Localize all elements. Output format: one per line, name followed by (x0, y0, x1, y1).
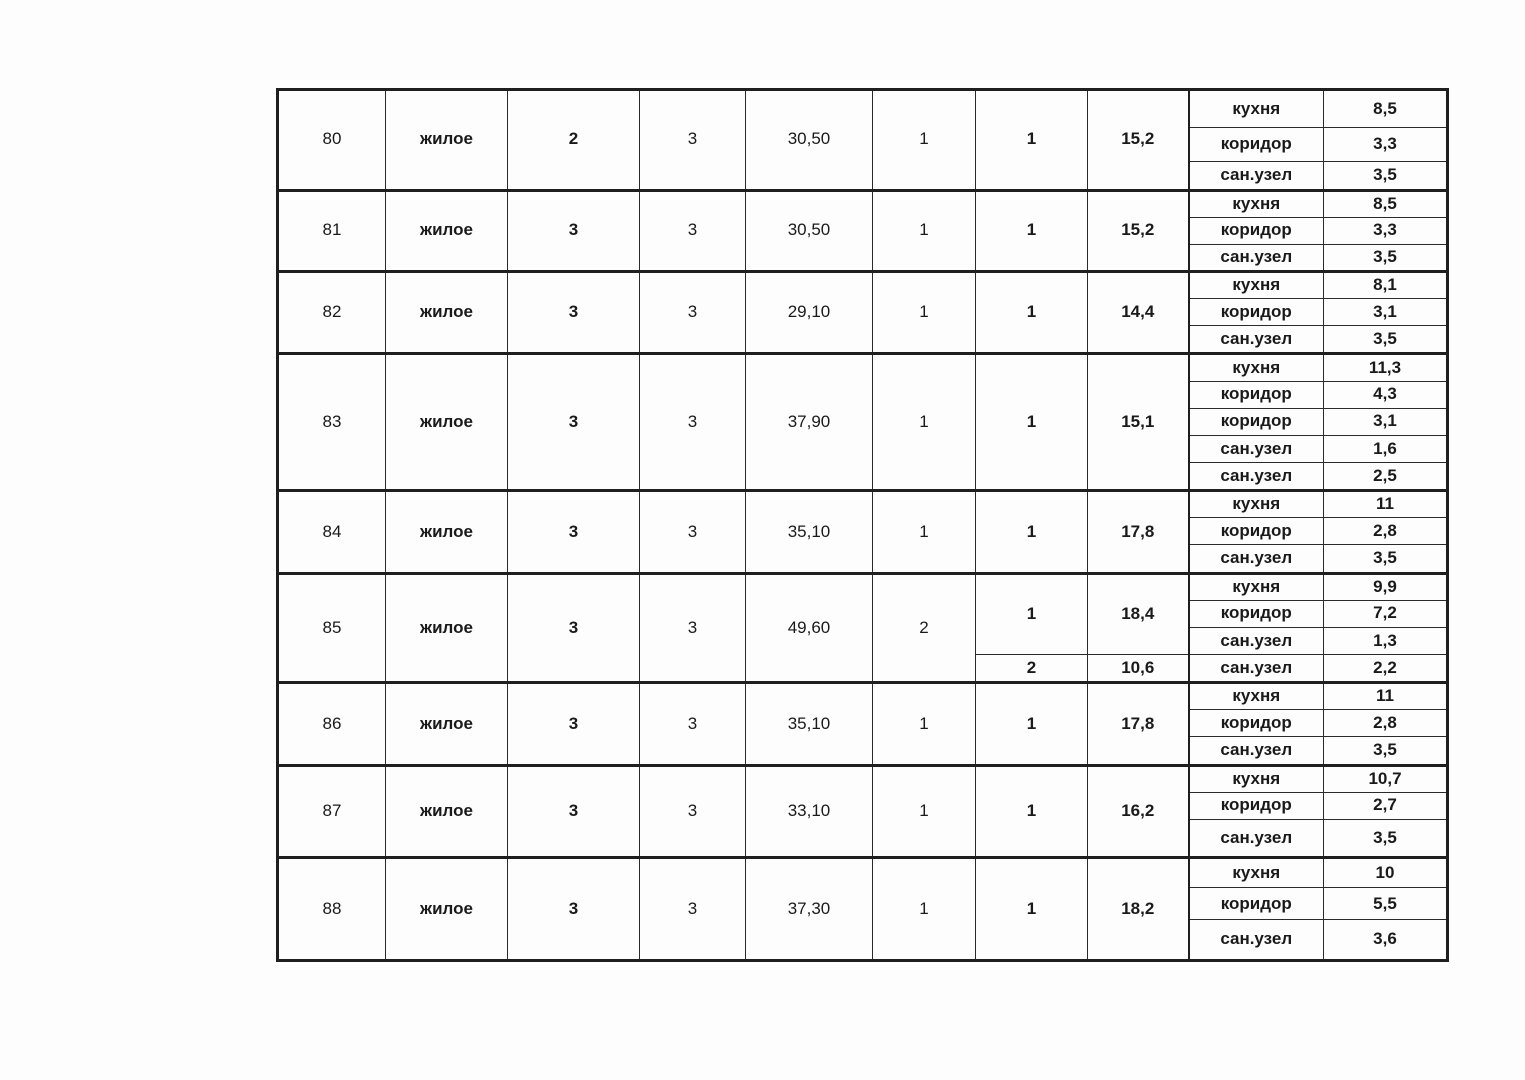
total-area-cell: 33,10 (746, 765, 873, 858)
flat-number-cell: 88 (278, 858, 386, 961)
rooms-count-cell: 1 (873, 271, 976, 353)
aux-room-name-cell: коридор (1189, 518, 1324, 545)
rooms-count-cell: 1 (873, 90, 976, 191)
aux-room-area-cell: 2,8 (1324, 518, 1448, 545)
aux-room-name-cell: сан.узел (1189, 920, 1324, 961)
aux-room-area-cell: 9,9 (1324, 573, 1448, 600)
flat-type-cell: жилое (386, 354, 508, 491)
column-4-cell: 3 (640, 858, 746, 961)
aux-room-area-cell: 2,2 (1324, 655, 1448, 683)
aux-room-area-cell: 8,1 (1324, 271, 1448, 298)
living-room-area-cell: 15,1 (1088, 354, 1189, 491)
aux-room-area-cell: 3,5 (1324, 545, 1448, 573)
living-room-number-cell: 1 (976, 765, 1088, 858)
rooms-count-cell: 1 (873, 765, 976, 858)
aux-room-area-cell: 2,8 (1324, 710, 1448, 737)
aux-room-name-cell: коридор (1189, 710, 1324, 737)
aux-room-name-cell: кухня (1189, 271, 1324, 298)
rooms-count-cell: 1 (873, 190, 976, 271)
flat-type-cell: жилое (386, 90, 508, 191)
aux-room-name-cell: кухня (1189, 90, 1324, 128)
flat-type-cell: жилое (386, 683, 508, 765)
flat-type-cell: жилое (386, 573, 508, 683)
floor-cell: 3 (508, 190, 640, 271)
column-4-cell: 3 (640, 271, 746, 353)
aux-room-name-cell: кухня (1189, 858, 1324, 888)
aux-room-area-cell: 10,7 (1324, 765, 1448, 792)
flat-type-cell: жилое (386, 271, 508, 353)
table-row (278, 271, 1448, 298)
aux-room-area-cell: 5,5 (1324, 888, 1448, 920)
living-room-area-cell: 17,8 (1088, 683, 1189, 765)
flat-number-cell: 83 (278, 354, 386, 491)
table-row (278, 573, 1448, 600)
table-row (278, 491, 1448, 518)
aux-room-area-cell: 2,7 (1324, 792, 1448, 819)
aux-room-name-cell: коридор (1189, 792, 1324, 819)
floor-cell: 3 (508, 858, 640, 961)
aux-room-name-cell: сан.узел (1189, 819, 1324, 857)
floor-cell: 3 (508, 354, 640, 491)
floor-cell: 3 (508, 491, 640, 573)
table-row (278, 354, 1448, 381)
aux-room-name-cell: коридор (1189, 128, 1324, 162)
living-room-area-cell: 15,2 (1088, 90, 1189, 191)
aux-room-area-cell: 3,6 (1324, 920, 1448, 961)
aux-room-name-cell: сан.узел (1189, 435, 1324, 462)
column-4-cell: 3 (640, 354, 746, 491)
aux-room-area-cell: 3,5 (1324, 244, 1448, 271)
flat-number-cell: 81 (278, 190, 386, 271)
living-room-number-cell: 1 (976, 573, 1088, 654)
aux-room-name-cell: сан.узел (1189, 162, 1324, 190)
living-room-area-cell: 17,8 (1088, 491, 1189, 573)
total-area-cell: 35,10 (746, 683, 873, 765)
total-area-cell: 30,50 (746, 190, 873, 271)
column-4-cell: 3 (640, 765, 746, 858)
rooms-count-cell: 2 (873, 573, 976, 683)
aux-room-name-cell: коридор (1189, 299, 1324, 326)
floor-cell: 3 (508, 271, 640, 353)
aux-room-area-cell: 8,5 (1324, 190, 1448, 217)
table-row (278, 683, 1448, 710)
aux-room-name-cell: сан.узел (1189, 737, 1324, 765)
aux-room-name-cell: сан.узел (1189, 244, 1324, 271)
table-body (278, 90, 1448, 961)
aux-room-name-cell: коридор (1189, 888, 1324, 920)
living-room-area-cell: 15,2 (1088, 190, 1189, 271)
aux-room-name-cell: кухня (1189, 765, 1324, 792)
flat-type-cell: жилое (386, 190, 508, 271)
living-room-area-cell: 18,4 (1088, 573, 1189, 654)
rooms-count-cell: 1 (873, 858, 976, 961)
rooms-count-cell: 1 (873, 354, 976, 491)
aux-room-name-cell: кухня (1189, 190, 1324, 217)
column-4-cell: 3 (640, 683, 746, 765)
table-row (278, 190, 1448, 217)
living-room-area-cell: 14,4 (1088, 271, 1189, 353)
flat-number-cell: 84 (278, 491, 386, 573)
rooms-count-cell: 1 (873, 683, 976, 765)
total-area-cell: 49,60 (746, 573, 873, 683)
aux-room-name-cell: кухня (1189, 683, 1324, 710)
aux-room-name-cell: коридор (1189, 381, 1324, 408)
floor-cell: 3 (508, 683, 640, 765)
living-room-area-cell: 10,6 (1088, 655, 1189, 683)
aux-room-name-cell: коридор (1189, 600, 1324, 627)
flat-type-cell: жилое (386, 765, 508, 858)
column-4-cell: 3 (640, 491, 746, 573)
apartments-table (276, 88, 1449, 962)
living-room-number-cell: 1 (976, 90, 1088, 191)
living-room-number-cell: 1 (976, 271, 1088, 353)
column-4-cell: 3 (640, 573, 746, 683)
floor-cell: 2 (508, 90, 640, 191)
total-area-cell: 37,90 (746, 354, 873, 491)
aux-room-area-cell: 3,5 (1324, 737, 1448, 765)
flat-number-cell: 86 (278, 683, 386, 765)
total-area-cell: 30,50 (746, 90, 873, 191)
flat-number-cell: 85 (278, 573, 386, 683)
aux-room-name-cell: сан.узел (1189, 627, 1324, 654)
aux-room-area-cell: 3,1 (1324, 408, 1448, 435)
aux-room-name-cell: кухня (1189, 573, 1324, 600)
aux-room-area-cell: 3,5 (1324, 326, 1448, 354)
aux-room-area-cell: 8,5 (1324, 90, 1448, 128)
aux-room-area-cell: 2,5 (1324, 462, 1448, 490)
aux-room-area-cell: 7,2 (1324, 600, 1448, 627)
aux-room-area-cell: 4,3 (1324, 381, 1448, 408)
living-room-number-cell: 1 (976, 190, 1088, 271)
aux-room-name-cell: коридор (1189, 217, 1324, 244)
aux-room-area-cell: 3,3 (1324, 217, 1448, 244)
rooms-count-cell: 1 (873, 491, 976, 573)
aux-room-area-cell: 3,5 (1324, 819, 1448, 857)
floor-cell: 3 (508, 765, 640, 858)
living-room-area-cell: 16,2 (1088, 765, 1189, 858)
aux-room-area-cell: 10 (1324, 858, 1448, 888)
living-room-number-cell: 1 (976, 354, 1088, 491)
table-row (278, 90, 1448, 128)
aux-room-name-cell: сан.узел (1189, 326, 1324, 354)
aux-room-name-cell: коридор (1189, 408, 1324, 435)
living-room-number-cell: 2 (976, 655, 1088, 683)
flat-number-cell: 80 (278, 90, 386, 191)
aux-room-area-cell: 11 (1324, 491, 1448, 518)
aux-room-name-cell: сан.узел (1189, 462, 1324, 490)
floor-cell: 3 (508, 573, 640, 683)
table-row (278, 765, 1448, 792)
flat-number-cell: 82 (278, 271, 386, 353)
aux-room-area-cell: 1,6 (1324, 435, 1448, 462)
living-room-number-cell: 1 (976, 858, 1088, 961)
total-area-cell: 37,30 (746, 858, 873, 961)
living-room-number-cell: 1 (976, 683, 1088, 765)
table-row (278, 858, 1448, 888)
aux-room-area-cell: 11 (1324, 683, 1448, 710)
living-room-area-cell: 18,2 (1088, 858, 1189, 961)
aux-room-area-cell: 3,3 (1324, 128, 1448, 162)
flat-type-cell: жилое (386, 491, 508, 573)
total-area-cell: 29,10 (746, 271, 873, 353)
living-room-number-cell: 1 (976, 491, 1088, 573)
flat-type-cell: жилое (386, 858, 508, 961)
column-4-cell: 3 (640, 90, 746, 191)
aux-room-name-cell: кухня (1189, 491, 1324, 518)
aux-room-name-cell: сан.узел (1189, 655, 1324, 683)
aux-room-area-cell: 3,1 (1324, 299, 1448, 326)
column-4-cell: 3 (640, 190, 746, 271)
aux-room-area-cell: 1,3 (1324, 627, 1448, 654)
aux-room-area-cell: 11,3 (1324, 354, 1448, 381)
aux-room-name-cell: кухня (1189, 354, 1324, 381)
total-area-cell: 35,10 (746, 491, 873, 573)
aux-room-name-cell: сан.узел (1189, 545, 1324, 573)
flat-number-cell: 87 (278, 765, 386, 858)
aux-room-area-cell: 3,5 (1324, 162, 1448, 190)
